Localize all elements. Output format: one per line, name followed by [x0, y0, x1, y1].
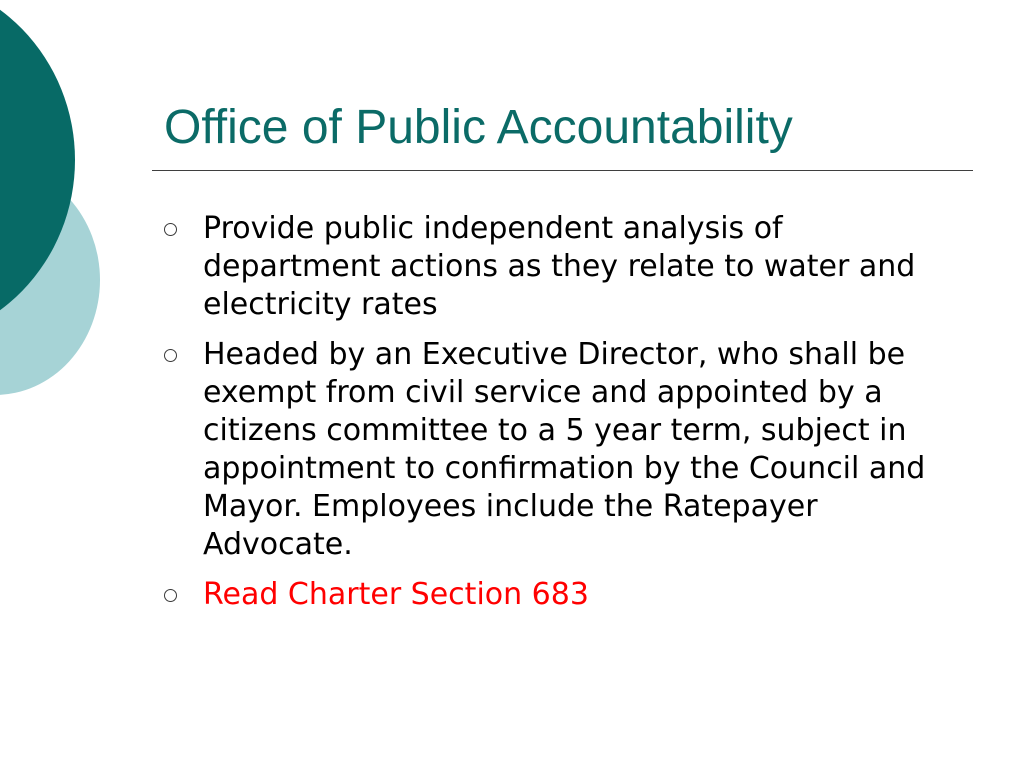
bullet-list: [164, 210, 954, 626]
hollow-circle-bullet-icon: [164, 223, 177, 236]
bullet-item-analysis: [164, 210, 954, 324]
hollow-circle-bullet-icon: [164, 589, 177, 602]
slide-title: Office of Public Accountability: [164, 101, 793, 154]
bullet-item-charter-link[interactable]: [164, 576, 954, 614]
bullet-text: Provide public independent analysis of department actions as they relate to water and electricity rates: [203, 211, 916, 322]
bullet-item-executive-director: [164, 336, 954, 564]
hollow-circle-bullet-icon: [164, 349, 177, 362]
charter-section-link[interactable]: Read Charter Section 683: [203, 577, 589, 612]
bullet-text: Headed by an Executive Director, who shall be exempt from civil service and appointed by a citizens committee to a 5 year term, subject in appointment to confirmation by the Council and Mayor. Employees include the Ratepayer Advocate.: [203, 337, 926, 562]
title-divider: [152, 170, 973, 171]
